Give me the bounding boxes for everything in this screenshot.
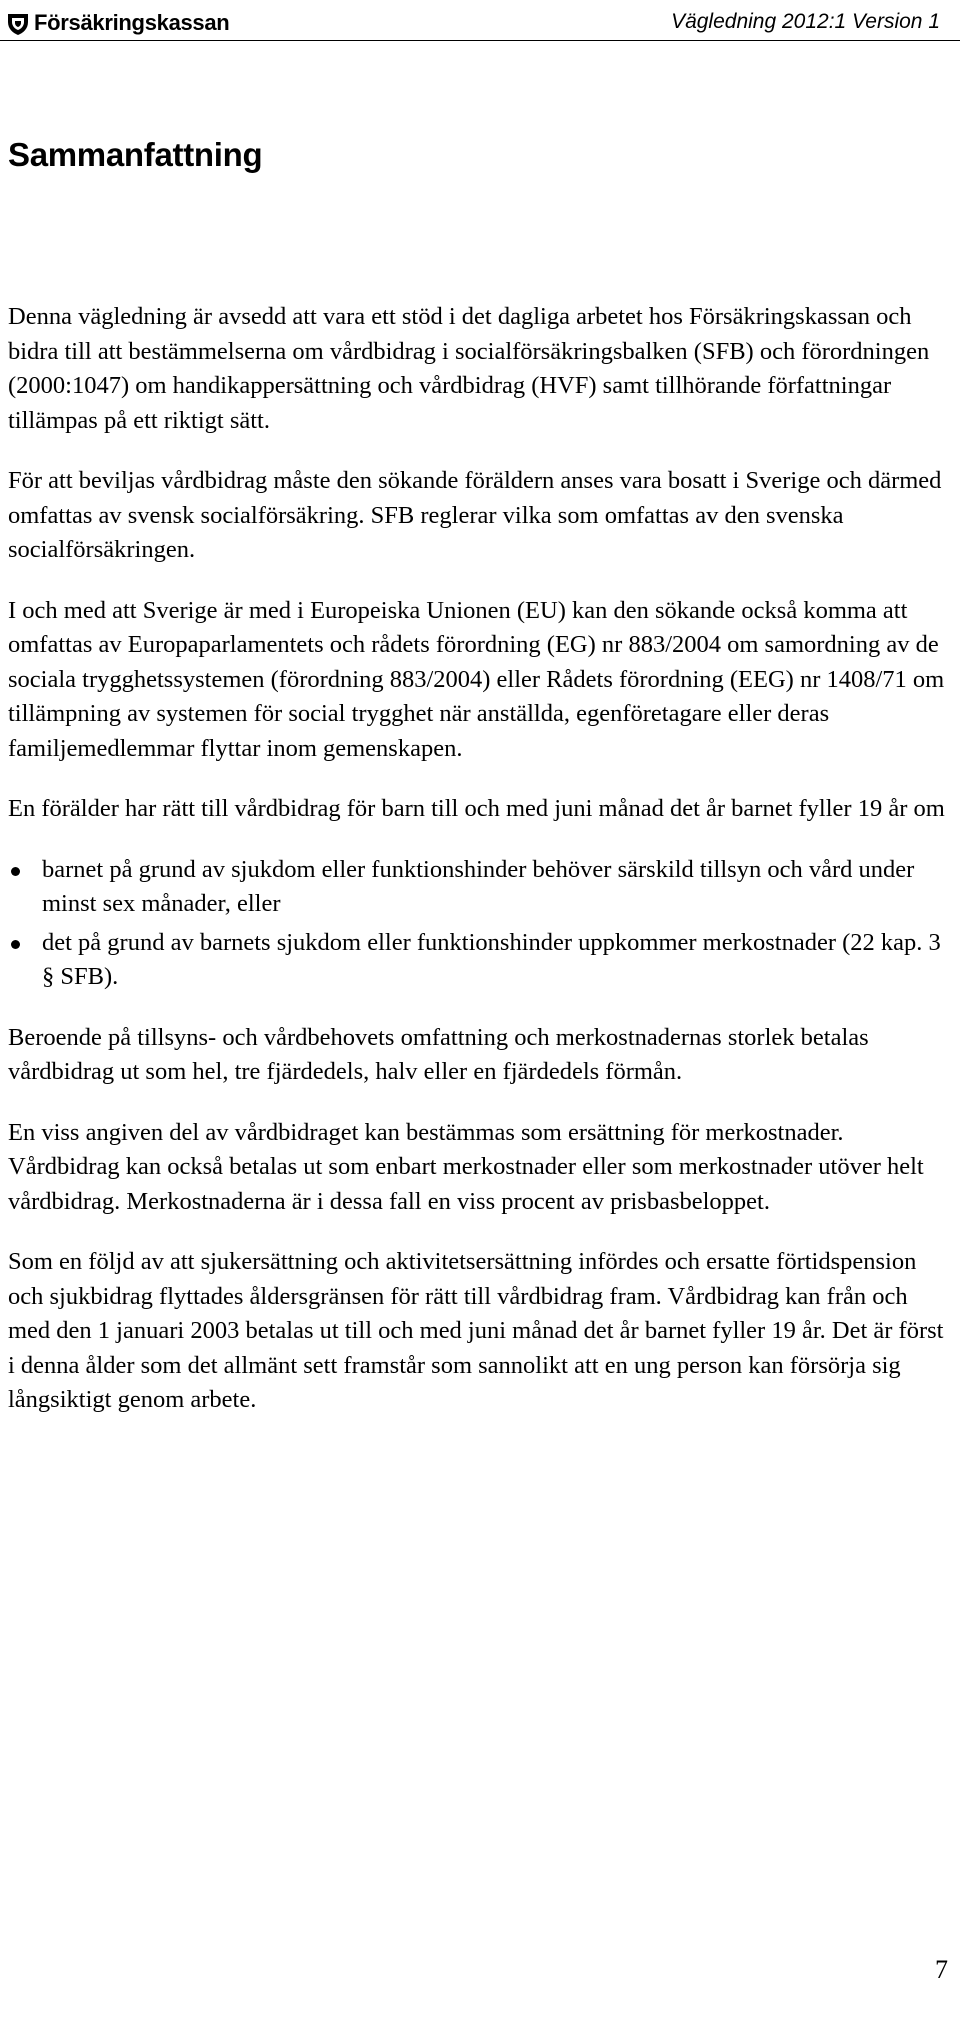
paragraph: I och med att Sverige är med i Europeiska Unionen (EU) kan den sökande också komma att omfattas av Europaparlamentets och rådets förordning (EG) nr 883/2004 om samordning av de sociala trygghetssystemen (förordning 883/2004) eller Rådets förordning (EEG) nr 1408/71 om tillämpning av systemen för social trygghet när anställda, egenföretagare eller deras familjemedlemmar flyttar inom gemenskapen. <box>8 596 945 762</box>
paragraph: Som en följd av att sjukersättning och aktivitetsersättning infördes och ersatte förtidspension och sjukbidrag flyttades åldersgränsen för rätt till vårdbidrag fram. Vårdbidrag kan från och med den 1 januari 2003 betalas ut till och med juni månad det år barnet fyller 19 år. Det är först i denna ålder som det allmänt sett framstår som sannolikt att en ung person kan försörja sig långsiktigt genom arbete. <box>8 1248 944 1413</box>
page-header <box>0 0 960 42</box>
paragraph: Beroende på tillsyns- och vårdbehovets omfattning och merkostnadernas storlek betalas vårdbidrag ut som hel, tre fjärdedels, halv eller en fjärdedels förmån. <box>8 1023 869 1085</box>
document-version: Vägledning 2012:1 Version 1 <box>671 10 940 33</box>
document-body <box>8 300 952 1444</box>
list-item <box>8 853 952 922</box>
paragraph: En viss angiven del av vårdbidraget kan bestämmas som ersättning för merkostnader. Vårdbidrag kan också betalas ut som enbart merkostnader eller som merkostnader utöver helt vårdbidrag. Merkostnaderna är i dessa fall en viss procent av prisbasbeloppet. <box>8 1118 924 1215</box>
bullet-list <box>8 853 952 995</box>
page-title: Sammanfattning <box>8 136 263 173</box>
header-divider <box>0 40 960 41</box>
list-item-text: barnet på grund av sjukdom eller funktionshinder behöver särskild tillsyn och vård under minst sex månader, eller <box>42 855 915 917</box>
logo-text: Försäkringskassan <box>34 10 230 35</box>
list-item <box>8 926 952 995</box>
page-number: 7 <box>935 1955 948 1984</box>
forsakringskassan-logo-icon <box>6 10 30 36</box>
paragraph: Denna vägledning är avsedd att vara ett stöd i det dagliga arbetet hos Försäkringskassan och bidra till att bestämmelserna om vårdbidrag i socialförsäkringsbalken (SFB) och förordningen (2000:1047) om handikappersättning och vårdbidrag (HVF) samt tillhörande författningar tillämpas på ett riktigt sätt. <box>8 303 930 434</box>
logo <box>6 8 229 38</box>
paragraph: För att beviljas vårdbidrag måste den sökande föräldern anses vara bosatt i Sverige och därmed omfattas av svensk socialförsäkring. SFB reglerar vilka som omfattas av den svenska socialförsäkringen. <box>8 467 942 563</box>
bullet-dot-icon <box>11 940 20 949</box>
list-item-text: det på grund av barnets sjukdom eller funktionshinder uppkommer merkostnader (22 kap. 3 § SFB). <box>42 928 941 990</box>
bullet-dot-icon <box>11 867 20 876</box>
paragraph: En förälder har rätt till vårdbidrag för barn till och med juni månad det år barnet fyller 19 år om <box>8 795 945 822</box>
